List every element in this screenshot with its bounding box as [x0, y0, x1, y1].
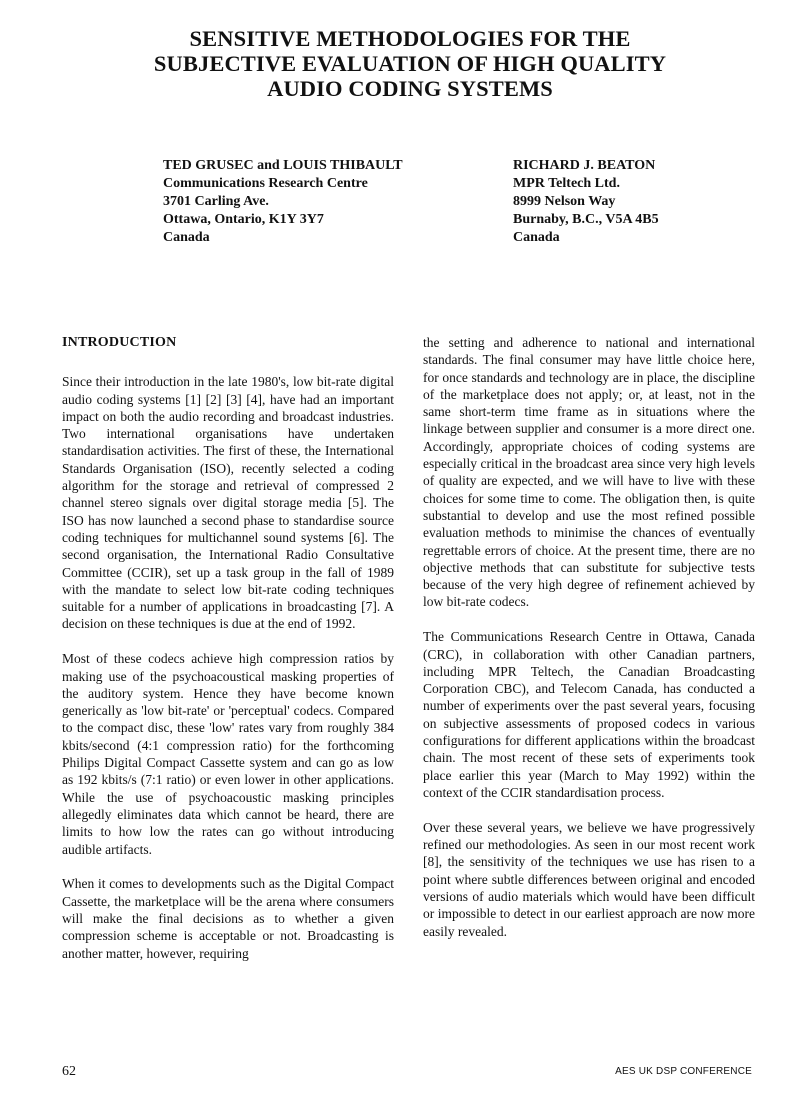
body-column-right	[423, 334, 755, 957]
author-country: Canada	[163, 230, 210, 245]
body-paragraph: When it comes to developments such as the Digital Compact Cassette, the marketplace will be the arena where consumers will make the final decisions as to whether a given compression scheme is acceptable or not. Broadcasting is another matter, however, requiring	[62, 876, 394, 961]
page-number: 62	[62, 1064, 76, 1079]
author-street: 3701 Carling Ave.	[163, 194, 269, 209]
body-paragraph: The Communications Research Centre in Ottawa, Canada (CRC), in collaboration with other Canadian partners, including MPR Teltech, the Canadian Broadcasting Corporation CBC), and Telecom Canada, has conducted a number of experiments over the past several years, focusing on subjective assessments of proposed codecs in various configurations for different applications within the broadcast chain. The most recent of these sets of experiments took place earlier this year (March to May 1992) within the context of the CCIR standardisation process.	[423, 629, 755, 800]
section-heading: INTRODUCTION	[62, 335, 177, 350]
author-street: 8999 Nelson Way	[513, 194, 616, 209]
author-names: RICHARD J. BEATON	[513, 158, 656, 173]
body-paragraph: Over these several years, we believe we have progressively refined our methodologies. As seen in our most recent work [8], the sensitivity of the techniques we use has risen to a point where subtle differences between original and encoded versions of audio materials which would have been difficult or impossible to detect in our earliest approach are now more easily revealed.	[423, 819, 755, 939]
title-line-2: SUBJECTIVE EVALUATION OF HIGH QUALITY	[153, 51, 667, 76]
author-country: Canada	[513, 230, 560, 245]
author-city: Burnaby, B.C., V5A 4B5	[513, 212, 659, 227]
title-line-3: AUDIO CODING SYSTEMS	[267, 76, 553, 101]
author-names: TED GRUSEC and LOUIS THIBAULT	[163, 158, 403, 173]
author-organisation: Communications Research Centre	[163, 176, 368, 191]
author-block-left	[163, 157, 403, 247]
author-organisation: MPR Teltech Ltd.	[513, 176, 620, 191]
title-line-1: SENSITIVE METHODOLOGIES FOR THE	[189, 26, 631, 51]
author-block-right	[513, 157, 659, 247]
author-city: Ottawa, Ontario, K1Y 3Y7	[163, 212, 324, 227]
body-column-left	[62, 334, 394, 979]
body-paragraph: Since their introduction in the late 1980's, low bit-rate digital audio coding systems [1] [2] [3] [4], have had an important impact on both the audio recording and broadcast industries. Two international organisations have undertaken standardisation activities. The first of these, the International Standards Organisation (ISO), recently selected a coding algorithm for the storage and retrieval of compressed 2 channel stereo signals over digital storage media [5]. The ISO has now launched a second phase to standardise source coding techniques for multichannel sound systems [6]. The second organisation, the International Radio Consultative Committee (CCIR), set up a task group in the fall of 1989 with the mandate to select low bit-rate coding techniques suitable for a number of applications in broadcasting [7]. A decision on these techniques is due at the end of 1992.	[62, 374, 394, 632]
body-paragraph: the setting and adherence to national and international standards. The final consumer may have little choice here, for once standards and technology are in place, the discipline of the marketplace does not apply; or, at least, not in the same short-term time frame as in situations where the linkage between supplier and consumer is a more direct one. Accordingly, appropriate choices of coding systems are especially critical in the broadcast area since very high levels of quality are expected, and we will have to live with these choices for some time to come. The obligation then, is quite substantial to develop and use the most refined possible evaluation methods to minimise the chances of eventually regrettable errors of choice. At the present time, there are no objective methods that can substitute for subjective tests because of the very high degree of refinement achieved by low bit-rate codecs.	[423, 335, 755, 610]
paper-title	[100, 26, 720, 101]
body-paragraph: Most of these codecs achieve high compression ratios by making use of the psychoacoustical masking properties of the auditory system. Hence they have become known generically as 'low bit-rate' or 'perceptual' codecs. Compared to the compact disc, these 'low' rates vary from roughly 384 kbits/second (4:1 compression ratio) for the forthcoming Philips Digital Compact Cassette system and can go as low as 192 kbits/s (7:1 ratio) or even lower in other applications. While the use of psychoacoustic masking principles allegedly eliminates data which cannot be heard, there are limits to how low the rates can go without introducing audible artifacts.	[62, 651, 394, 857]
conference-name: AES UK DSP CONFERENCE	[615, 1066, 752, 1077]
